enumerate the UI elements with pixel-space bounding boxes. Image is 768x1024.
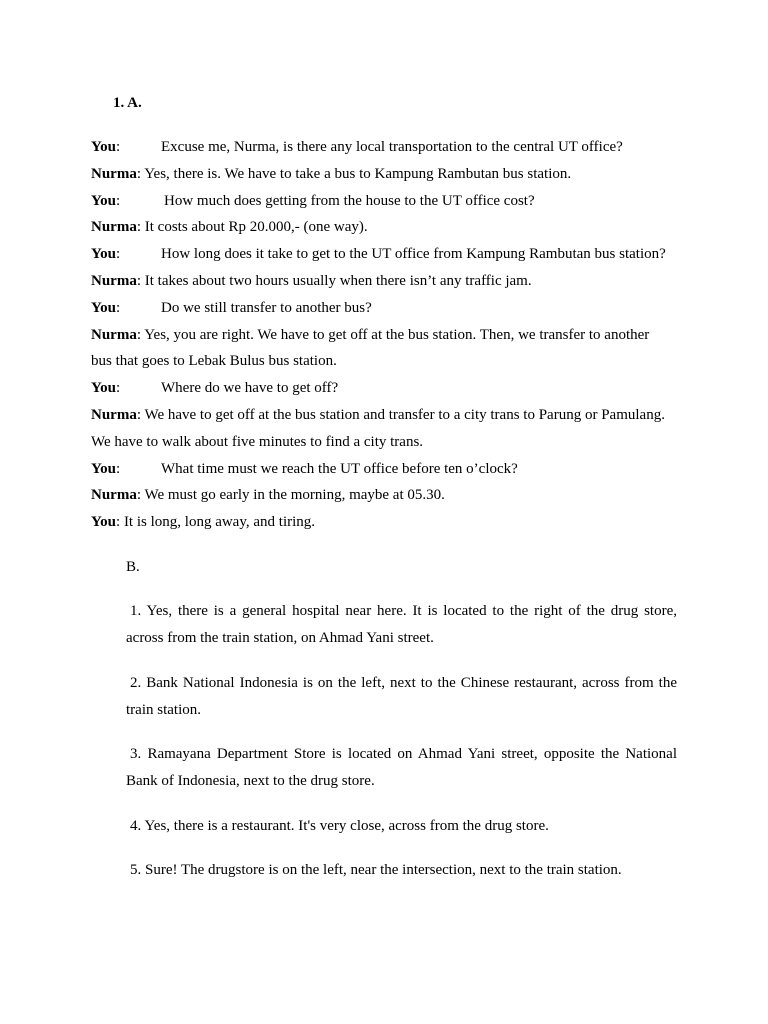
answer-text: Yes, there is a restaurant. It's very close, across from the drug store. xyxy=(144,817,549,834)
dialogue-line xyxy=(91,134,677,161)
dialogue-text: It costs about Rp 20.000,- (one way). xyxy=(144,219,368,236)
section-b-heading: B. xyxy=(126,559,140,575)
dialogue-text: We have to get off at the bus station and transfer to a city trans to Parung or Pamulang. xyxy=(144,406,665,423)
dialogue-text: We have to walk about five minutes to find a city trans. xyxy=(91,433,424,450)
dialogue-line xyxy=(91,214,677,241)
speaker-separator: : xyxy=(136,406,141,423)
speaker-separator: : xyxy=(136,487,141,504)
dialogue-line-continuation xyxy=(91,348,677,375)
dialogue-line xyxy=(91,402,677,429)
answer-item xyxy=(126,598,677,652)
answer-number: 3. xyxy=(130,746,142,762)
answer-number: 4. xyxy=(130,817,142,834)
dialogue-line xyxy=(91,295,677,322)
dialogue-line xyxy=(91,268,677,295)
speaker-separator: : xyxy=(136,272,141,289)
speaker-separator: : xyxy=(116,192,121,209)
dialogue-text: Excuse me, Nurma, is there any local transportation to the central UT office? xyxy=(161,139,623,155)
section-a-heading: 1. A. xyxy=(113,95,142,111)
answer-text: Yes, there is a general hospital near here. It is located to the right of the drug store, across from the train station, on Ahmad Yani street. xyxy=(126,603,677,646)
dialogue-line xyxy=(91,322,677,349)
speaker-name: You xyxy=(91,246,117,263)
dialogue-text: bus that goes to Lebak Bulus bus station. xyxy=(91,353,337,370)
speaker-separator: : xyxy=(136,326,141,343)
speaker-name: Nurma xyxy=(91,165,137,182)
answer-item xyxy=(126,741,677,795)
speaker-separator: : xyxy=(136,165,141,182)
dialogue-text: How much does getting from the house to the UT office cost? xyxy=(164,192,535,209)
speaker-name: Nurma xyxy=(91,272,137,289)
dialogue-line xyxy=(91,456,677,483)
speaker-separator: : xyxy=(136,219,141,236)
speaker-separator: : xyxy=(116,139,121,155)
dialogue-text: Yes, you are right. We have to get off at the bus station. Then, we transfer to another xyxy=(144,326,650,343)
speaker-separator: : xyxy=(116,514,121,531)
speaker-name: You xyxy=(91,299,117,316)
dialogue-text: We must go early in the morning, maybe at 05.30. xyxy=(144,487,445,504)
speaker-name: Nurma xyxy=(91,487,137,504)
dialogue-text: It takes about two hours usually when there isn’t any traffic jam. xyxy=(144,272,532,289)
speaker-name: Nurma xyxy=(91,406,137,423)
speaker-separator: : xyxy=(116,380,121,397)
dialogue-line xyxy=(91,375,677,402)
answer-text: Ramayana Department Store is located on Ahmad Yani street, opposite the National Bank of Indonesia, next to the drug store. xyxy=(126,746,677,789)
dialogue-line-continuation xyxy=(91,429,677,456)
dialogue-line xyxy=(91,161,677,188)
speaker-separator: : xyxy=(116,246,121,263)
answer-item xyxy=(126,857,677,884)
answer-number: 2. xyxy=(130,674,142,691)
speaker-name: You xyxy=(91,380,117,397)
answer-list xyxy=(126,598,677,902)
speaker-separator: : xyxy=(116,299,121,316)
answer-item xyxy=(126,670,677,724)
dialogue-text: Yes, there is. We have to take a bus to Kampung Rambutan bus station. xyxy=(144,165,572,182)
dialogue-line xyxy=(91,509,677,536)
speaker-name: Nurma xyxy=(91,326,137,343)
answer-text: Sure! The drugstore is on the left, near the intersection, next to the train station. xyxy=(145,862,622,878)
answer-number: 5. xyxy=(130,862,142,878)
dialogue-text: Where do we have to get off? xyxy=(161,380,339,397)
dialogue xyxy=(91,134,677,536)
dialogue-text: It is long, long away, and tiring. xyxy=(123,514,316,531)
answer-text: Bank National Indonesia is on the left, next to the Chinese restaurant, across from the train station. xyxy=(126,674,678,718)
speaker-name: You xyxy=(91,139,117,155)
speaker-name: Nurma xyxy=(91,219,137,236)
dialogue-text: Do we still transfer to another bus? xyxy=(161,299,372,316)
speaker-name: You xyxy=(91,460,117,477)
answer-number: 1. xyxy=(130,603,142,619)
dialogue-line xyxy=(91,241,677,268)
dialogue-text: How long does it take to get to the UT office from Kampung Rambutan bus station? xyxy=(161,246,666,263)
speaker-name: You xyxy=(91,192,117,209)
speaker-name: You xyxy=(91,514,117,531)
answer-item xyxy=(126,813,677,840)
dialogue-line xyxy=(91,188,677,215)
speaker-separator: : xyxy=(116,460,121,477)
dialogue-text: What time must we reach the UT office before ten o’clock? xyxy=(161,460,518,477)
dialogue-line xyxy=(91,482,677,509)
